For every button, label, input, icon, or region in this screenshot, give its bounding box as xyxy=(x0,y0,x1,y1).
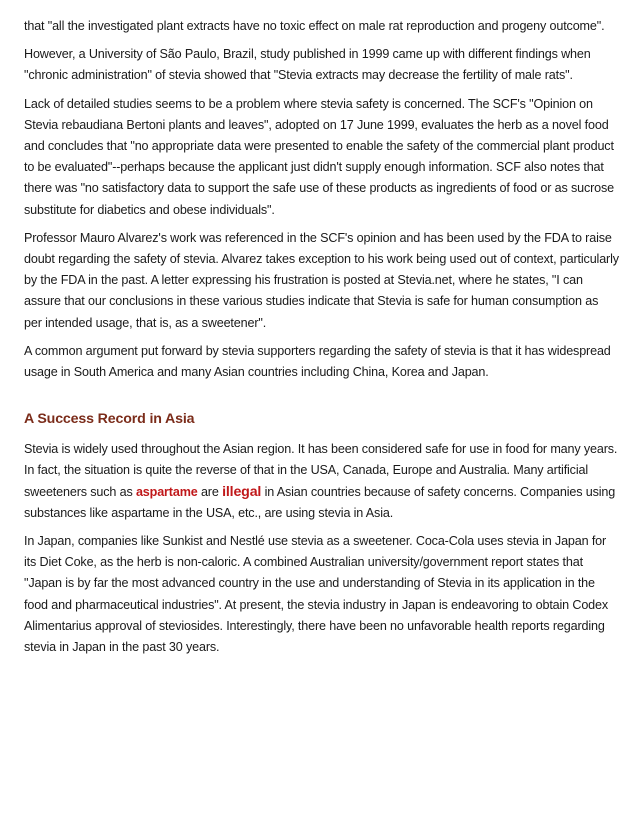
paragraph-plant-extracts: that "all the investigated plant extracts have no toxic effect on male rat reproduction and progeny outcome". xyxy=(24,19,605,33)
aspartame-highlight: aspartame xyxy=(135,484,198,499)
illegal-highlight: illegal xyxy=(222,483,262,500)
section-heading: A Success Record in Asia xyxy=(24,411,195,428)
document-page xyxy=(24,16,619,665)
paragraph-scf-opinion: Lack of detailed studies seems to be a problem where stevia safety is concerned. The SCF's "Opinion on Stevia rebaudiana Bertoni plants and leaves", adopted on 17 June 1999, evaluates the herb as a novel food and concludes that "no appropriate data were presented to enable the safety of the commercial plant product to be evaluated"--perhaps because the applicant just didn't supply enough information. SCF also notes that there was "no satisfactory data to support the safe use of these products as ingredients of food or as sucrose substitute for diabetics and obese individuals". xyxy=(24,96,615,217)
paragraph-sao-paulo-study: However, a University of São Paulo, Brazil, study published in 1999 came up with different findings when "chronic administration" of stevia showed that "Stevia extracts may decrease the fertility of male rats". xyxy=(24,47,591,83)
paragraph-asia-usage xyxy=(24,439,619,524)
paragraph-common-argument: A common argument put forward by stevia supporters regarding the safety of stevia is that it has widespread usage in South America and many Asian countries including China, Korea and Japan. xyxy=(24,343,611,380)
asia-text-before: Stevia is widely used throughout the Asian region. It has been considered safe for use in food for many years. In fact, the situation is quite the reverse of that in the USA, Canada, Europe and Australia. Many artificial sweeteners such as xyxy=(24,442,618,499)
paragraph-alvarez: Professor Mauro Alvarez's work was referenced in the SCF's opinion and has been used by the FDA to raise doubt regarding the safety of stevia. Alvarez takes exception to his work being used out of context, particularly by the FDA in the past. A letter expressing his frustration is posted at Stevia.net, where he states, "I can assure that our conclusions in these various studies indicate that Stevia is safe for human consumption as per intended usage, that is, as a sweetener". xyxy=(24,230,619,330)
asia-text-after: in Asian countries because of safety concerns. Companies using substances like aspartame in the USA, etc., are using stevia in Asia. xyxy=(24,484,616,520)
asia-text-middle: are xyxy=(197,484,223,499)
paragraph-japan: In Japan, companies like Sunkist and Nestlé use stevia as a sweetener. Coca-Cola uses stevia in Japan for its Diet Coke, as the herb is non-caloric. A combined Australian university/government report states that "Japan is by far the most advanced country in the use and understanding of Stevia in its application in the food and pharmaceutical industries". At present, the stevia industry in Japan is endeavoring to obtain Codex Alimentarius approval of steviosides. Interestingly, there have been no unfavorable health reports regarding stevia in Japan in the past 30 years. xyxy=(24,534,609,655)
